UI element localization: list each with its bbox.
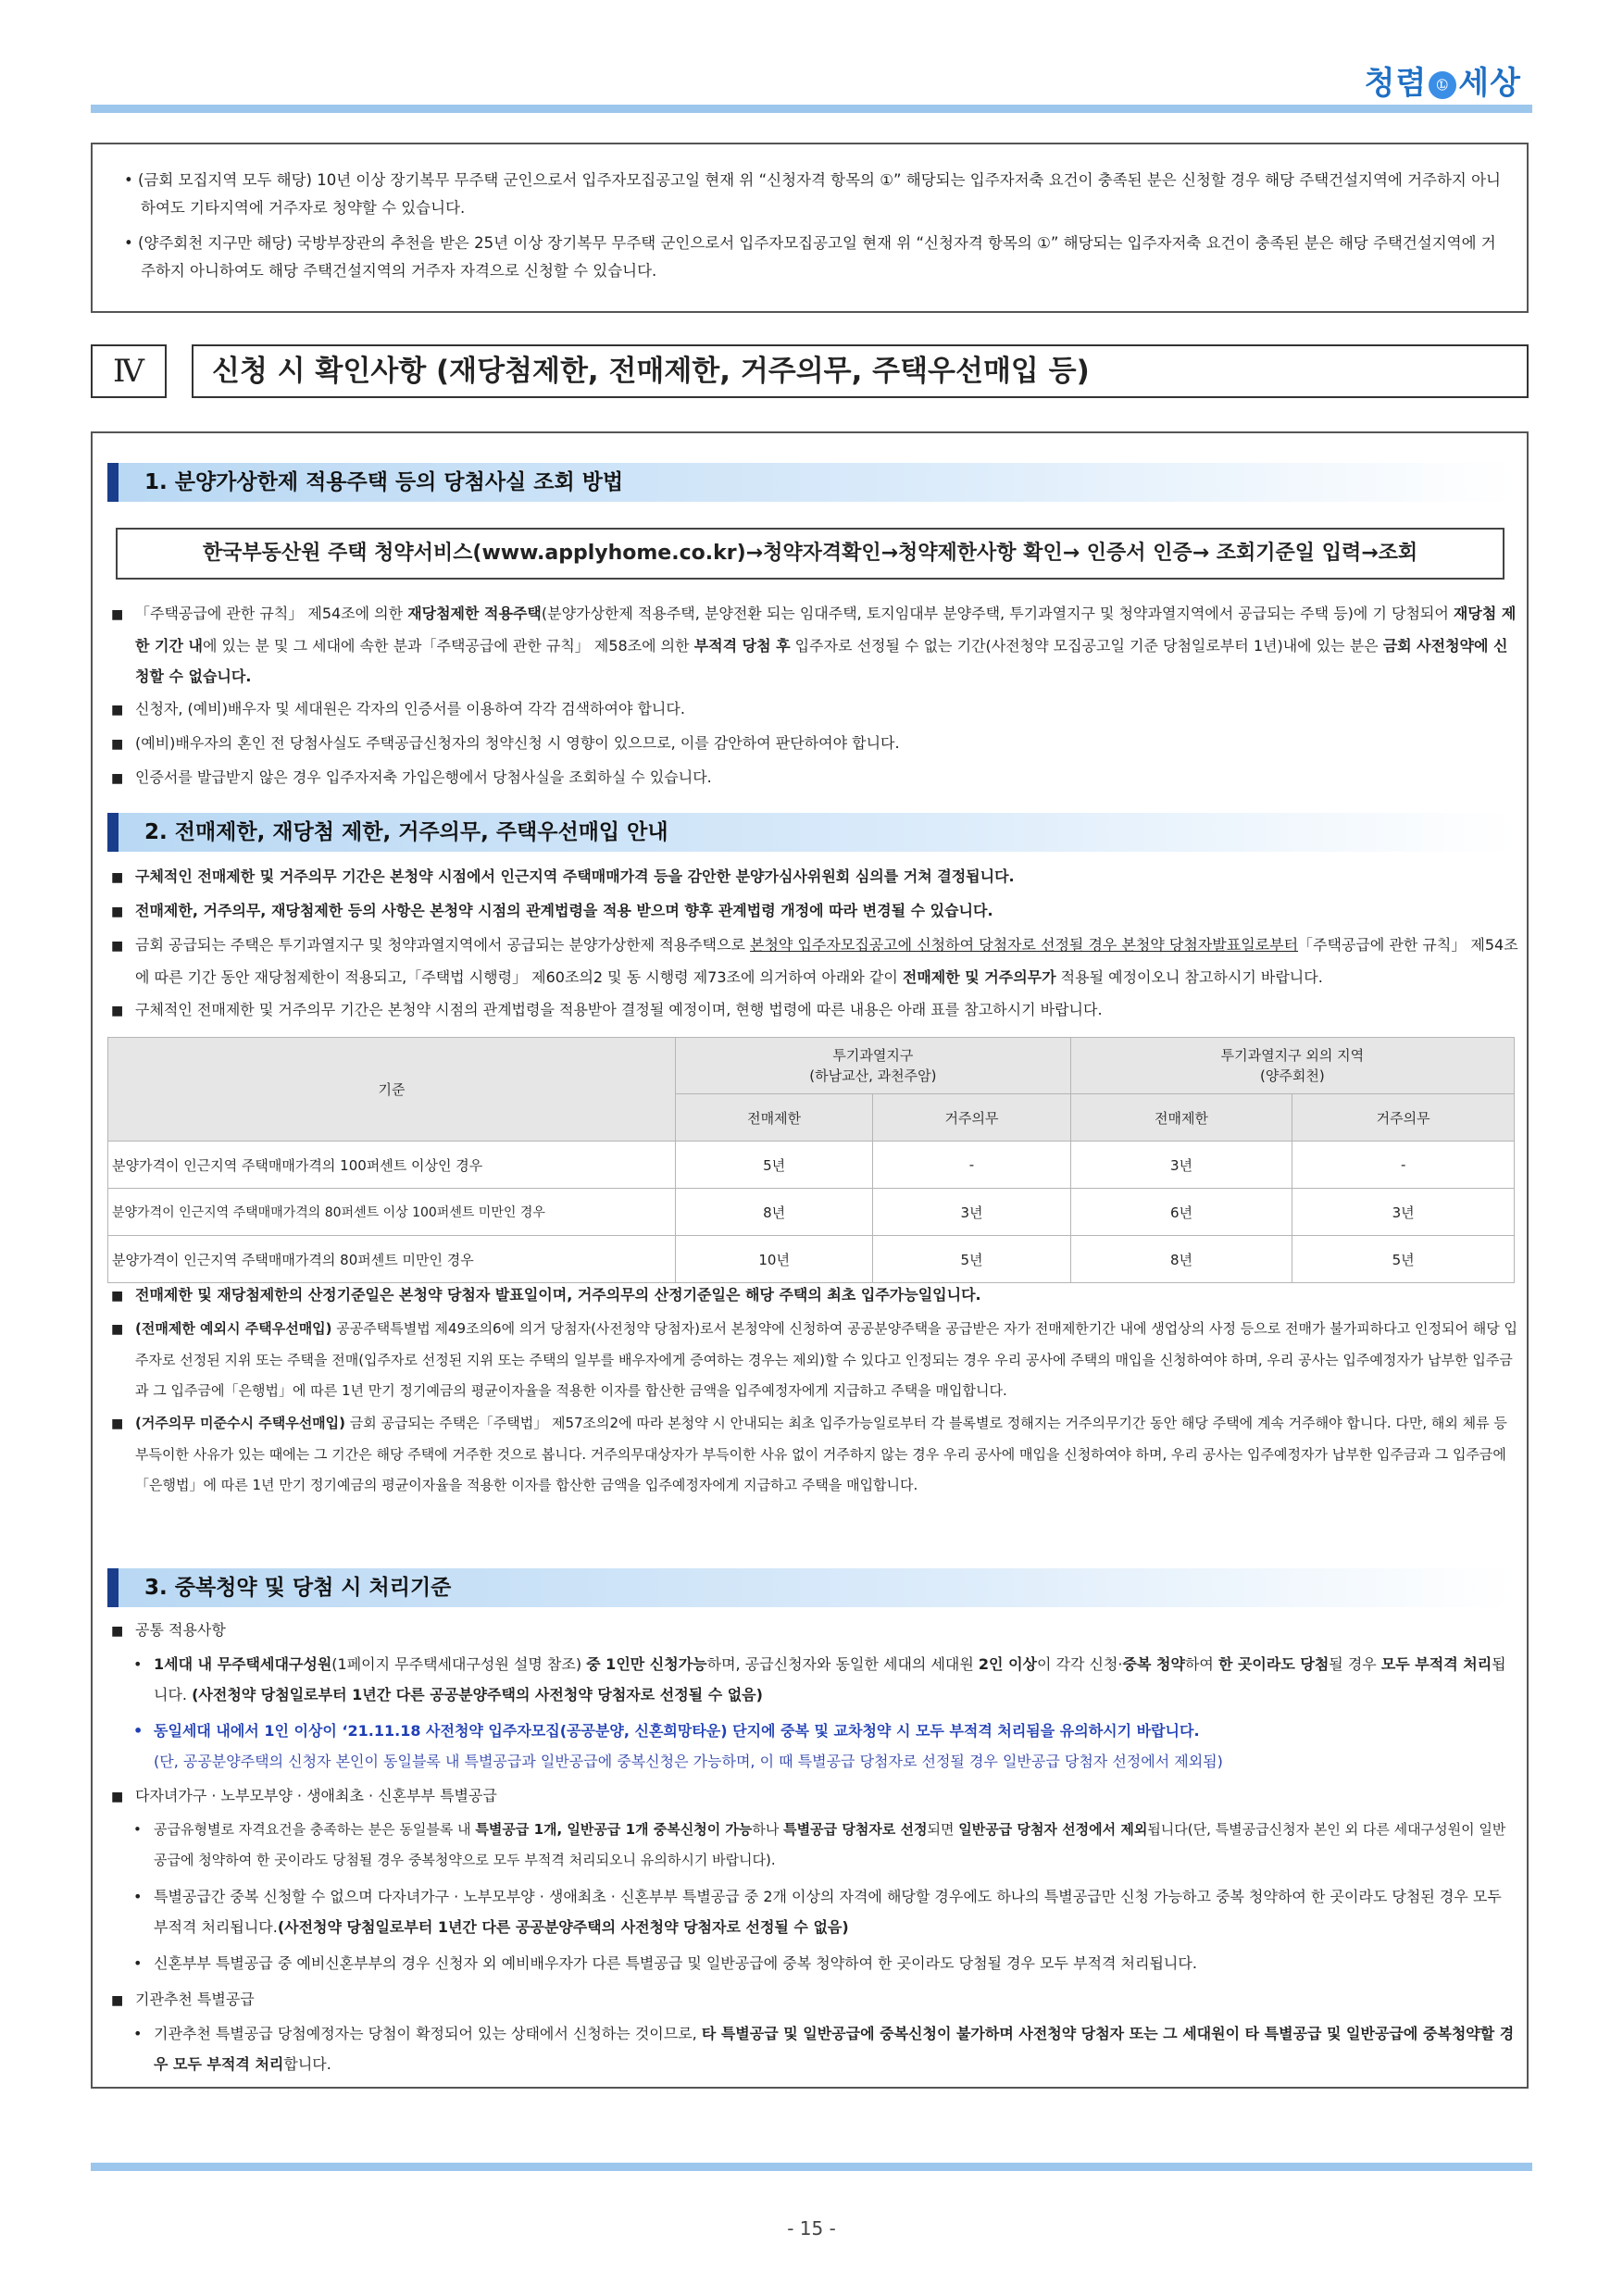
- logo: [1365, 57, 1521, 103]
- cell: 3년: [873, 1189, 1070, 1236]
- top-divider: [91, 105, 1532, 113]
- subsection-3-body: [111, 1615, 1518, 2085]
- logo-emblem-icon: Ⓛ: [1429, 71, 1456, 99]
- subsection-2-body-top: [111, 861, 1518, 1029]
- row-label: 분양가격이 인근지역 주택매매가격의 80퍼센트 이상 100퍼센트 미만인 경우: [108, 1189, 676, 1236]
- cell: 5년: [676, 1142, 873, 1189]
- table-header-zone2: 투기과열지구 외의 지역 (양주회천): [1070, 1038, 1514, 1094]
- bullet-item: • 공급유형별로 자격요건을 충족하는 분은 동일블록 내 특별공급 1개, 일반공급 1개 중복신청이 가능하나 특별공급 당첨자로 선정되면 일반공급 당첨자 선정에서 제외됩니다(단, 특별공급신청자 본인 외 다른 세대구성원이 일반공급에 청약하여 한 곳이라도 당첨될 경우 중복청약으로 모두 부적격 처리되오니 유의하시기 바랍니다).: [111, 1815, 1518, 1876]
- subsection-2-title: 2. 전매제한, 재당첨 제한, 거주의무, 주택우선매입 안내: [107, 813, 1515, 852]
- subsection-1-title: 1. 분양가상한제 적용주택 등의 당첨사실 조회 방법: [107, 463, 1515, 502]
- resale-residence-table: [107, 1037, 1515, 1283]
- table-header-basis: 기준: [108, 1038, 676, 1142]
- table-header-residence: 거주의무: [1292, 1094, 1515, 1142]
- cell: -: [1292, 1142, 1515, 1189]
- bullet-item: • 신혼부부 특별공급 중 예비신혼부부의 경우 신청자 외 예비배우자가 다른 특별공급 및 일반공급에 중복 청약하여 한 곳이라도 당첨될 경우 모두 부적격 처리됩니다.: [111, 1948, 1518, 1978]
- paragraph: ■ 신청자, (예비)배우자 및 세대원은 각자의 인증서를 이용하여 각각 검색하여야 합니다.: [111, 693, 1518, 726]
- bullet-item: • 특별공급간 중복 신청할 수 없으며 다자녀가구 · 노부모부양 · 생애최초 · 신혼부부 특별공급 중 2개 이상의 자격에 해당할 경우에도 하나의 특별공급만 신청 가능하고 중복 청약하여 한 곳이라도 당첨된 경우 모두 부적격 처리됩니다.(사전청약 당첨일로부터 1년간 다른 공공분양주택의 사전청약 당첨자로 선정될 수 없음): [111, 1881, 1518, 1942]
- group-heading: ■ 공통 적용사항: [111, 1615, 1518, 1647]
- bullet-item: • 동일세대 내에서 1인 이상이 ‘21.11.18 사전청약 입주자모집(공공분양, 신혼희망타운) 단지에 중복 및 교차청약 시 모두 부적격 처리됨을 유의하시기 바랍니다.: [111, 1716, 1518, 1746]
- group-heading: ■ 다자녀가구 · 노부모부양 · 생애최초 · 신혼부부 특별공급: [111, 1780, 1518, 1813]
- page-number: - 15 -: [787, 2217, 836, 2240]
- cell: 8년: [1070, 1236, 1292, 1283]
- table-header-resale: 전매제한: [676, 1094, 873, 1142]
- paragraph: ■ (거주의무 미준수시 주택우선매입) 금회 공급되는 주택은「주택법」 제57조의2에 따라 본청약 시 안내되는 최초 입주가능일로부터 각 블록별로 정해지는 거주의무기간 동안 해당 주택에 계속 거주해야 합니다. 다만, 해외 체류 등 부득이한 사유가 있는 때에는 그 기간은 해당 주택에 거주한 것으로 봅니다. 거주의무대상자가 부득이한 사유 없이 거주하지 않는 경우 우리 공사에 매입을 신청하여야 하며, 우리 공사는 입주예정자가 납부한 입주금과 그 입주금에 「은행법」에 따른 1년 만기 정기예금의 평균이자율을 적용한 이자를 합산한 금액을 입주예정자에게 지급하고 주택을 매입합니다.: [111, 1408, 1518, 1501]
- cell: -: [873, 1142, 1070, 1189]
- section-number: Ⅳ: [91, 344, 167, 398]
- section-content-box: [91, 431, 1529, 2089]
- section-title: 신청 시 확인사항 (재당첨제한, 전매제한, 거주의무, 주택우선매입 등): [192, 344, 1529, 398]
- cell: 8년: [676, 1189, 873, 1236]
- table-header-zone1: 투기과열지구 (하남교산, 과천주암): [676, 1038, 1071, 1094]
- paragraph: ■ (전매제한 예외시 주택우선매입) 공공주택특별법 제49조의6에 의거 당첨자(사전청약 당첨자)로서 본청약에 신청하여 공공분양주택을 공급받은 자가 전매제한기간 내에 생업상의 사정 등으로 전매가 불가피하다고 인정되어 해당 입주자로 선정된 지위 또는 주택을 전매(입주자로 선정된 지위 또는 주택의 일부를 배우자에게 증여하는 경우는 제외)할 수 있다고 인정되는 경우 우리 공사에 주택의 매입을 신청하여야 하며, 우리 공사는 입주예정자가 납부한 입주금과 그 입주금에「은행법」에 따른 1년 만기 정기예금의 평균이자율을 적용한 이자를 합산한 금액을 입주예정자에게 지급하고 주택을 매입합니다.: [111, 1314, 1518, 1406]
- military-notice-box: [91, 143, 1529, 313]
- cell: 3년: [1292, 1189, 1515, 1236]
- table-row: [108, 1189, 1515, 1236]
- paragraph: ■ 구체적인 전매제한 및 거주의무 기간은 본청약 시점의 관계법령을 적용받아 결정될 예정이며, 현행 법령에 따른 내용은 아래 표를 참고하시기 바랍니다.: [111, 994, 1518, 1027]
- cell: 6년: [1070, 1189, 1292, 1236]
- paragraph: ■ (예비)배우자의 혼인 전 당첨사실도 주택공급신청자의 청약신청 시 영향이 있으므로, 이를 감안하여 판단하여야 합니다.: [111, 728, 1518, 760]
- section-heading: [91, 344, 1529, 398]
- table-header-resale: 전매제한: [1070, 1094, 1292, 1142]
- cell: 5년: [873, 1236, 1070, 1283]
- subsection-1-body: [111, 598, 1518, 796]
- table-row: [108, 1142, 1515, 1189]
- group-heading: ■ 기관추천 특별공급: [111, 1984, 1518, 2016]
- cell: 5년: [1292, 1236, 1515, 1283]
- bullet-item: • 1세대 내 무주택세대구성원(1페이지 무주택세대구성원 설명 참조) 중 1인만 신청가능하며, 공급신청자와 동일한 세대의 세대원 2인 이상이 각각 신청·중복 청약하여 한 곳이라도 당첨될 경우 모두 부적격 처리됩니다. (사전청약 당첨일로부터 1년간 다른 공공분양주택의 사전청약 당첨자로 선정될 수 없음): [111, 1649, 1518, 1710]
- bottom-divider: [91, 2163, 1532, 2171]
- table-row: [108, 1236, 1515, 1283]
- logo-text-left: 청렴: [1364, 65, 1428, 102]
- logo-text-right: 세상: [1458, 65, 1521, 102]
- paragraph: ■ 전매제한, 거주의무, 재당첨제한 등의 사항은 본청약 시점의 관계법령을 적용 받으며 향후 관계법령 개정에 따라 변경될 수 있습니다.: [111, 895, 1518, 928]
- military-notice-item: • (금회 모집지역 모두 해당) 10년 이상 장기복무 무주택 군인으로서 입주자모집공고일 현재 위 “신청자격 항목의 ①” 해당되는 입주자저축 요건이 충족된 분은 신청할 경우 해당 주택건설지역에 거주하지 아니하여도 기타지역에 거주자로 청약할 수 있습니다.: [124, 171, 1501, 217]
- military-notice-item: • (양주회천 지구만 해당) 국방부장관의 추천을 받은 25년 이상 장기복무 무주택 군인으로서 입주자모집공고일 현재 위 “신청자격 항목의 ①” 해당되는 입주자저축 요건이 충족된 분은 해당 주택건설지역에 거주하지 아니하여도 해당 주택건설지역의 거주자 자격으로 신청할 수 있습니다.: [124, 234, 1496, 280]
- cell: 10년: [676, 1236, 873, 1283]
- paragraph: ■ 전매제한 및 재당첨제한의 산정기준일은 본청약 당첨자 발표일이며, 거주의무의 산정기준일은 해당 주택의 최초 입주가능일입니다.: [111, 1279, 1518, 1312]
- lookup-path-box: 한국부동산원 주택 청약서비스(www.applyhome.co.kr)→청약자격확인→청약제한사항 확인→ 인증서 인증→ 조회기준일 입력→조회: [116, 528, 1504, 580]
- cell: 3년: [1070, 1142, 1292, 1189]
- paragraph: ■ 구체적인 전매제한 및 거주의무 기간은 본청약 시점에서 인근지역 주택매매가격 등을 감안한 분양가심사위원회 심의를 거쳐 결정됩니다.: [111, 861, 1518, 893]
- row-label: 분양가격이 인근지역 주택매매가격의 100퍼센트 이상인 경우: [108, 1142, 676, 1189]
- subsection-3-title: 3. 중복청약 및 당첨 시 처리기준: [107, 1568, 1515, 1607]
- bullet-item: • 기관추천 특별공급 당첨예정자는 당첨이 확정되어 있는 상태에서 신청하는 것이므로, 타 특별공급 및 일반공급에 중복신청이 불가하며 사전청약 당첨자 또는 그 세대원이 타 특별공급 및 일반공급에 중복청약할 경우 모두 부적격 처리합니다.: [111, 2018, 1518, 2079]
- row-label: 분양가격이 인근지역 주택매매가격의 80퍼센트 미만인 경우: [108, 1236, 676, 1283]
- paragraph: ■ 「주택공급에 관한 규칙」 제54조에 의한 재당첨제한 적용주택(분양가상한제 적용주택, 분양전환 되는 임대주택, 토지임대부 분양주택, 투기과열지구 및 청약과열지역에서 공급되는 주택 등)에 기 당첨되어 재당첨 제한 기간 내에 있는 분 및 그 세대에 속한 분과「주택공급에 관한 규칙」 제58조에 의한 부적격 당첨 후 입주자로 선정될 수 없는 기간(사전청약 모집공고일 기준 당첨일로부터 1년)내에 있는 분은 금회 사전청약에 신청할 수 없습니다.: [111, 598, 1518, 692]
- paragraph: ■ 인증서를 발급받지 않은 경우 입주자저축 가입은행에서 당첨사실을 조회하실 수 있습니다.: [111, 762, 1518, 794]
- table-header-residence: 거주의무: [873, 1094, 1070, 1142]
- bullet-note: (단, 공공분양주택의 신청자 본인이 동일블록 내 특별공급과 일반공급에 중복신청은 가능하며, 이 때 특별공급 당첨자로 선정될 경우 일반공급 당첨자 선정에서 제외됨): [154, 1753, 1223, 1770]
- paragraph: ■ 금회 공급되는 주택은 투기과열지구 및 청약과열지역에서 공급되는 분양가상한제 적용주택으로 본청약 입주자모집공고에 신청하여 당첨자로 선정될 경우 본청약 당첨자발표일로부터「주택공급에 관한 규칙」 제54조에 따른 기간 동안 재당첨제한이 적용되고,「주택법 시행령」 제60조의2 및 동 시행령 제73조에 의거하여 아래와 같이 전매제한 및 거주의무가 적용될 예정이오니 참고하시기 바랍니다.: [111, 930, 1518, 992]
- subsection-2-body-bottom: [111, 1279, 1518, 1503]
